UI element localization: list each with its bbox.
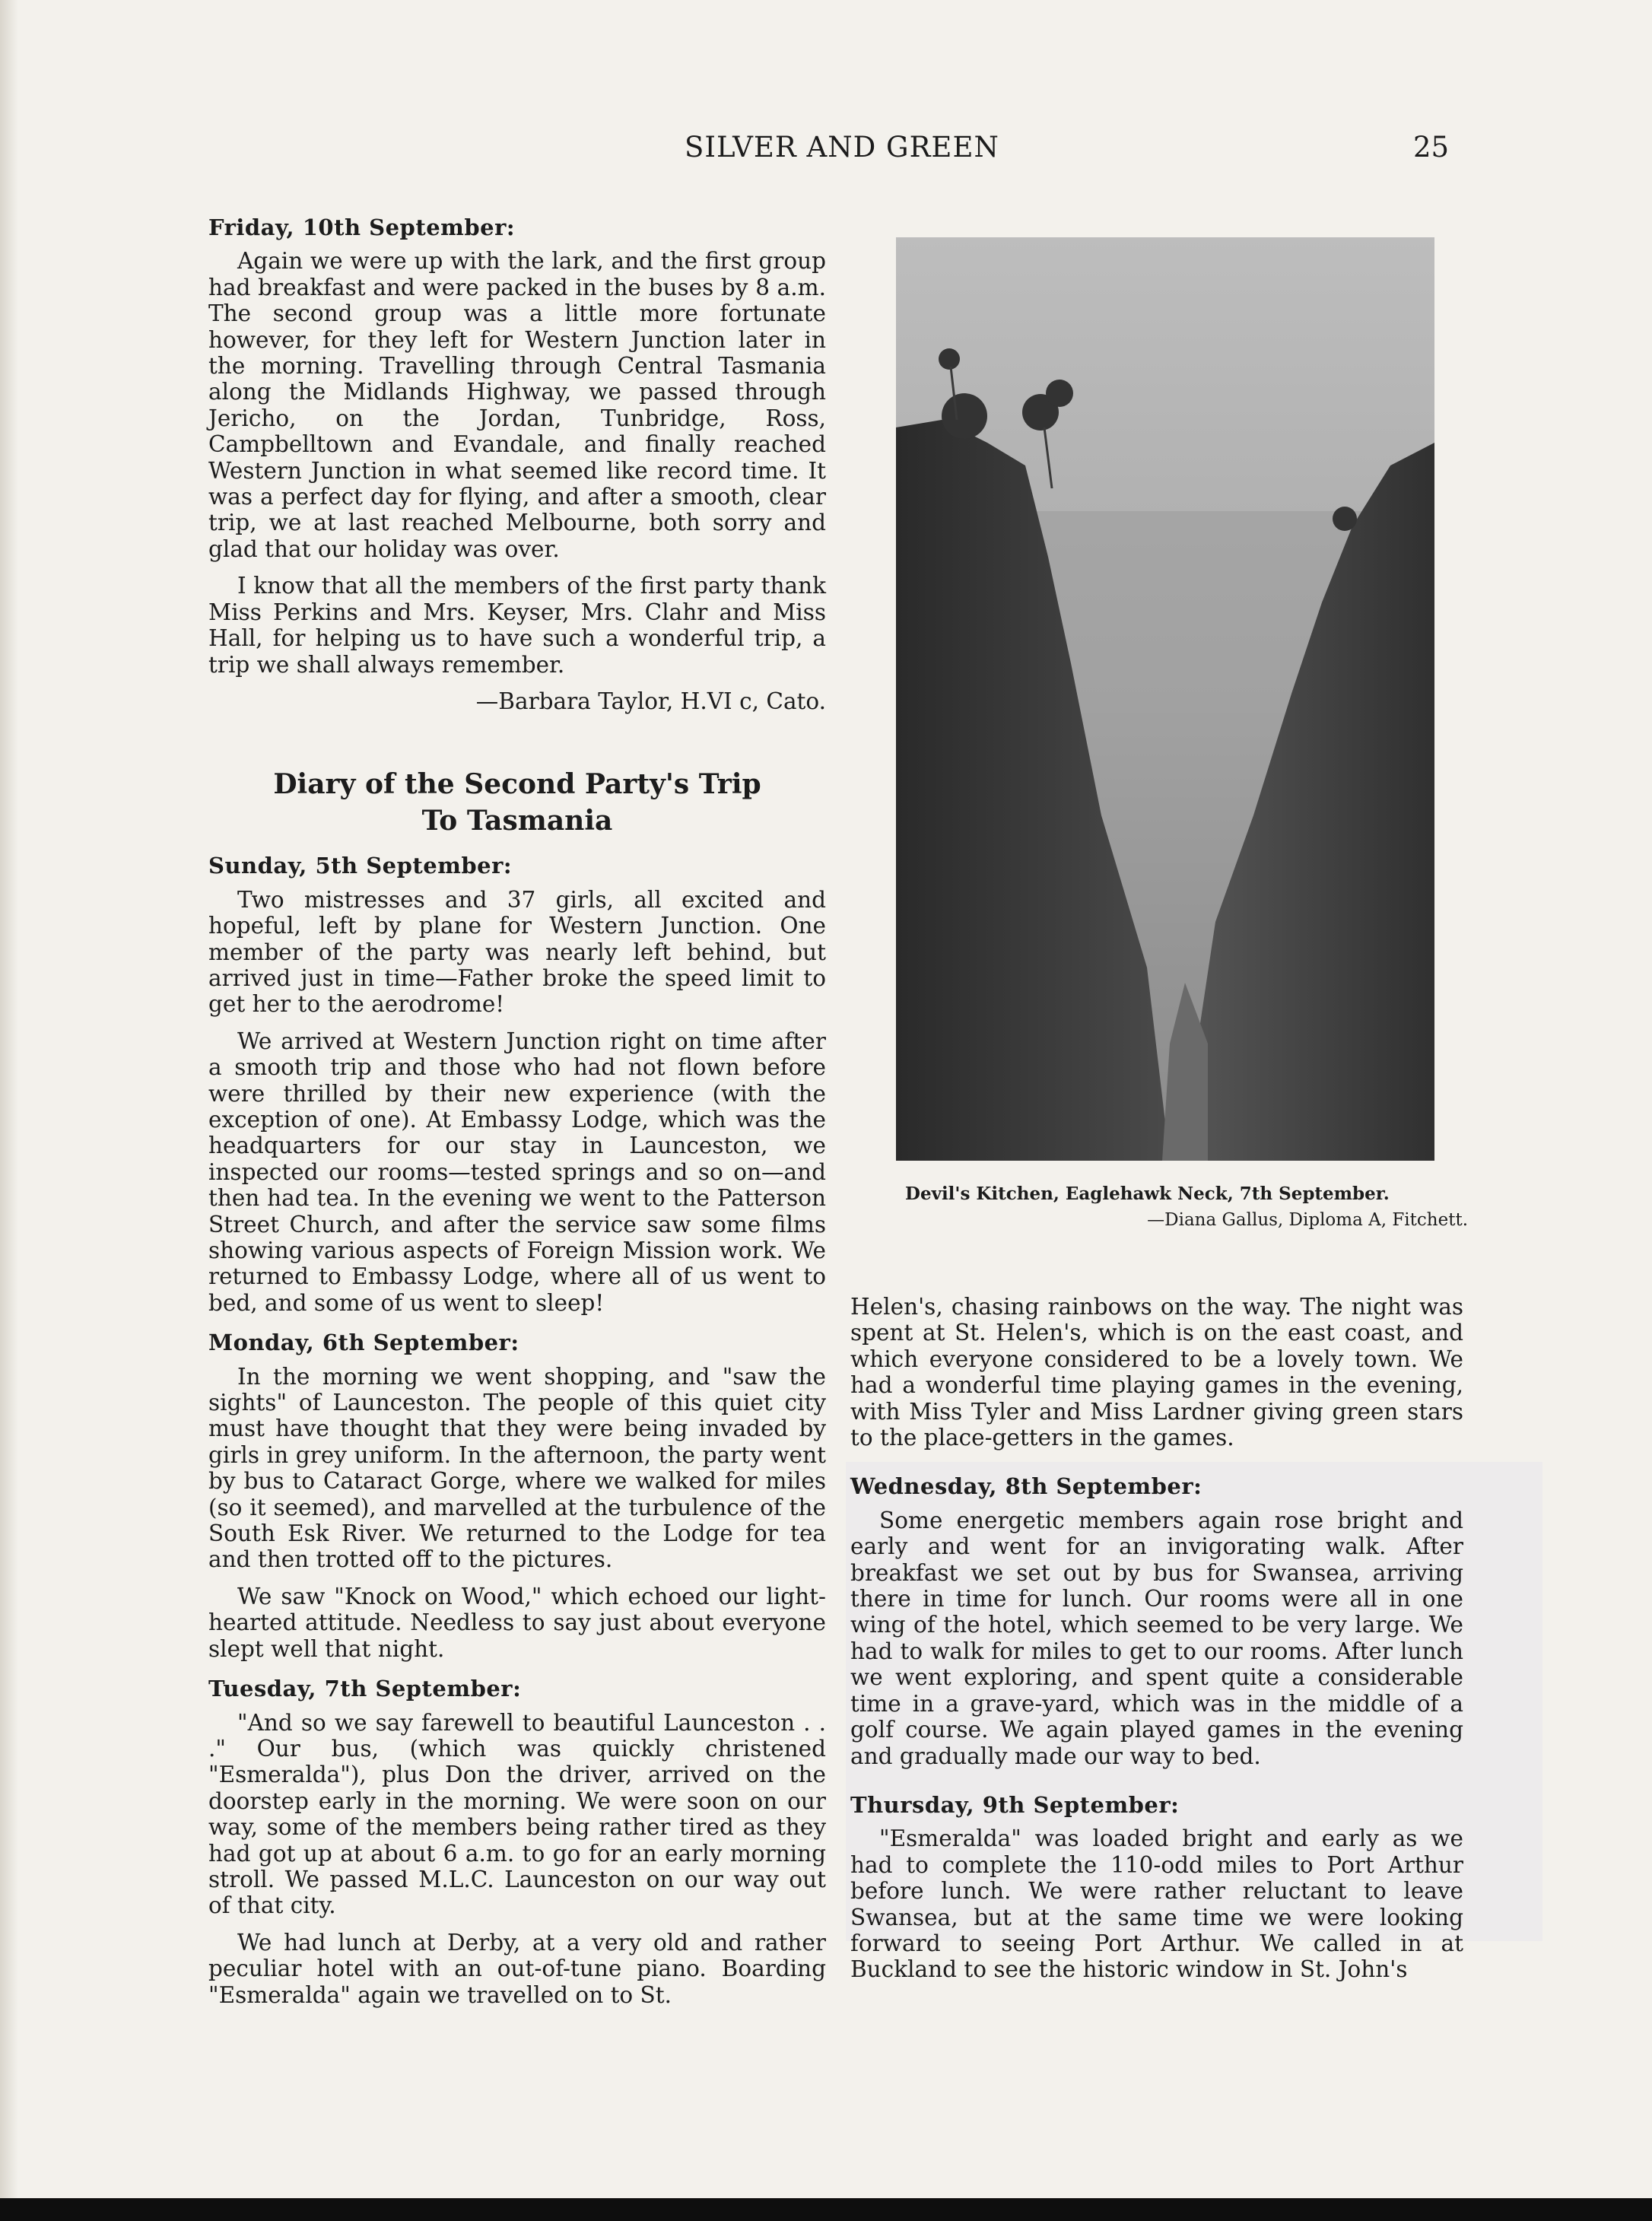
- friday-paragraph-1: Again we were up with the lark, and the first group had breakfast and were packed in the buses by 8 a.m. The second group was a little more fortunate however, for they left for Western Junction later in the morning. Travelling through Central Tasmania along the Midlands Highway, we passed through Jericho, on the Jordan, Tunbridge, Ross, Campbelltown and Evandale, and finally reached Western Junction in what seemed like record time. It was a perfect day for flying, and after a smooth, clear trip, we at last reached Melbourne, both sorry and glad that our holiday was over.: [208, 248, 826, 562]
- friday-paragraph-2: I know that all the members of the first party thank Miss Perkins and Mrs. Keyser, Mrs. Clahr and Miss Hall, for helping us to have such a wonderful trip, a trip we shall always remember.: [208, 573, 826, 678]
- friday-heading: Friday, 10th September:: [208, 214, 516, 240]
- tuesday-paragraph-1: "And so we say farewell to beautiful Launceston . . ." Our bus, (which was quickly christened "Esmeralda"), plus Don the driver, arrived on the doorstep early in the morning. We were soon on our way, some of the members being rather tired as they had got up at about 6 a.m. to go for an early morning stroll. We passed M.L.C. Launceston on our way out of that city.: [208, 1709, 826, 1919]
- photo-caption: [905, 1181, 1468, 1233]
- sunday-paragraph-1: Two mistresses and 37 girls, all excited and hopeful, left by plane for Western Junction. One member of the party was nearly left behind, but arrived just in time—Father broke the speed limit to get her to the aerodrome!: [208, 886, 826, 1018]
- thursday-heading: Thursday, 9th September:: [850, 1791, 1180, 1818]
- wednesday-paragraph-1: Some energetic members again rose bright and early and went for an invigorating walk. After breakfast we set out by bus for Swansea, arriving there in time for lunch. Our rooms were all in one wing of the hotel, which seemed to be very large. We had to walk for miles to get to our rooms. After lunch we went exploring, and spent quite a considerable time in a grave-yard, which was in the middle of a golf course. We again played games in the evening and gradually made our way to bed.: [850, 1507, 1463, 1769]
- monday-paragraph-2: We saw "Knock on Wood," which echoed our light-hearted attitude. Needless to say just about everyone slept well that night.: [208, 1583, 826, 1662]
- cliff-chasm-image: [896, 237, 1434, 1161]
- tuesday-paragraph-2: We had lunch at Derby, at a very old and rather peculiar hotel with an out-of-tune piano. Boarding "Esmeralda" again we travelled on to St.: [208, 1929, 826, 2008]
- sunday-paragraph-2: We arrived at Western Junction right on time after a smooth trip and those who had not flown before were thrilled by their new experience (with the exception of one). At Embassy Lodge, which was the headquarters for our stay in Launceston, we inspected our rooms—tested springs and so on—and then had tea. In the evening we went to the Patterson Street Church, and after the service saw some films showing various aspects of Foreign Mission work. We returned to Embassy Lodge, where all of us went to bed, and some of us went to sleep!: [208, 1028, 826, 1316]
- friday-signature: —Barbara Taylor, H.VI c, Cato.: [475, 688, 826, 714]
- left-column: [208, 201, 826, 2019]
- article-title: [208, 766, 826, 839]
- monday-heading: Monday, 6th September:: [208, 1330, 519, 1356]
- running-title: SILVER AND GREEN: [685, 131, 999, 164]
- sunday-heading: Sunday, 5th September:: [208, 853, 513, 879]
- article-title-line-1: Diary of the Second Party's Trip: [273, 768, 761, 801]
- photo-devils-kitchen: [896, 237, 1434, 1161]
- caption-title: Devil's Kitchen, Eaglehawk Neck, 7th September.: [905, 1184, 1390, 1204]
- right-column: [850, 1294, 1463, 1994]
- tuesday-heading: Tuesday, 7th September:: [208, 1676, 522, 1702]
- article-title-line-2: To Tasmania: [421, 805, 613, 837]
- caption-credit: —Diana Gallus, Diploma A, Fitchett.: [1147, 1210, 1468, 1230]
- tuesday-continued: Helen's, chasing rainbows on the way. The night was spent at St. Helen's, which is on the east coast, and which everyone considered to be a lovely town. We had a wonderful time playing games in the evening, with Miss Tyler and Miss Lardner giving green stars to the place-getters in the games.: [850, 1294, 1463, 1451]
- page-header: [0, 128, 1652, 173]
- scan-border: [0, 2198, 1652, 2221]
- monday-paragraph-1: In the morning we went shopping, and "saw the sights" of Launceston. The people of this quiet city must have thought that they were being invaded by girls in grey uniform. In the afternoon, the party went by bus to Cataract Gorge, where we walked for miles (so it seemed), and marvelled at the turbulence of the South Esk River. We returned to the Lodge for tea and then trotted off to the pictures.: [208, 1363, 826, 1573]
- page-edge: [0, 0, 18, 2221]
- thursday-paragraph-1: "Esmeralda" was loaded bright and early as we had to complete the 110-odd miles to Port Arthur before lunch. We were rather reluctant to leave Swansea, but at the same time we were looking forward to seeing Port Arthur. We called in at Buckland to see the historic window in St. John's: [850, 1825, 1463, 1983]
- wednesday-heading: Wednesday, 8th September:: [850, 1473, 1202, 1500]
- page-number: 25: [1413, 131, 1450, 164]
